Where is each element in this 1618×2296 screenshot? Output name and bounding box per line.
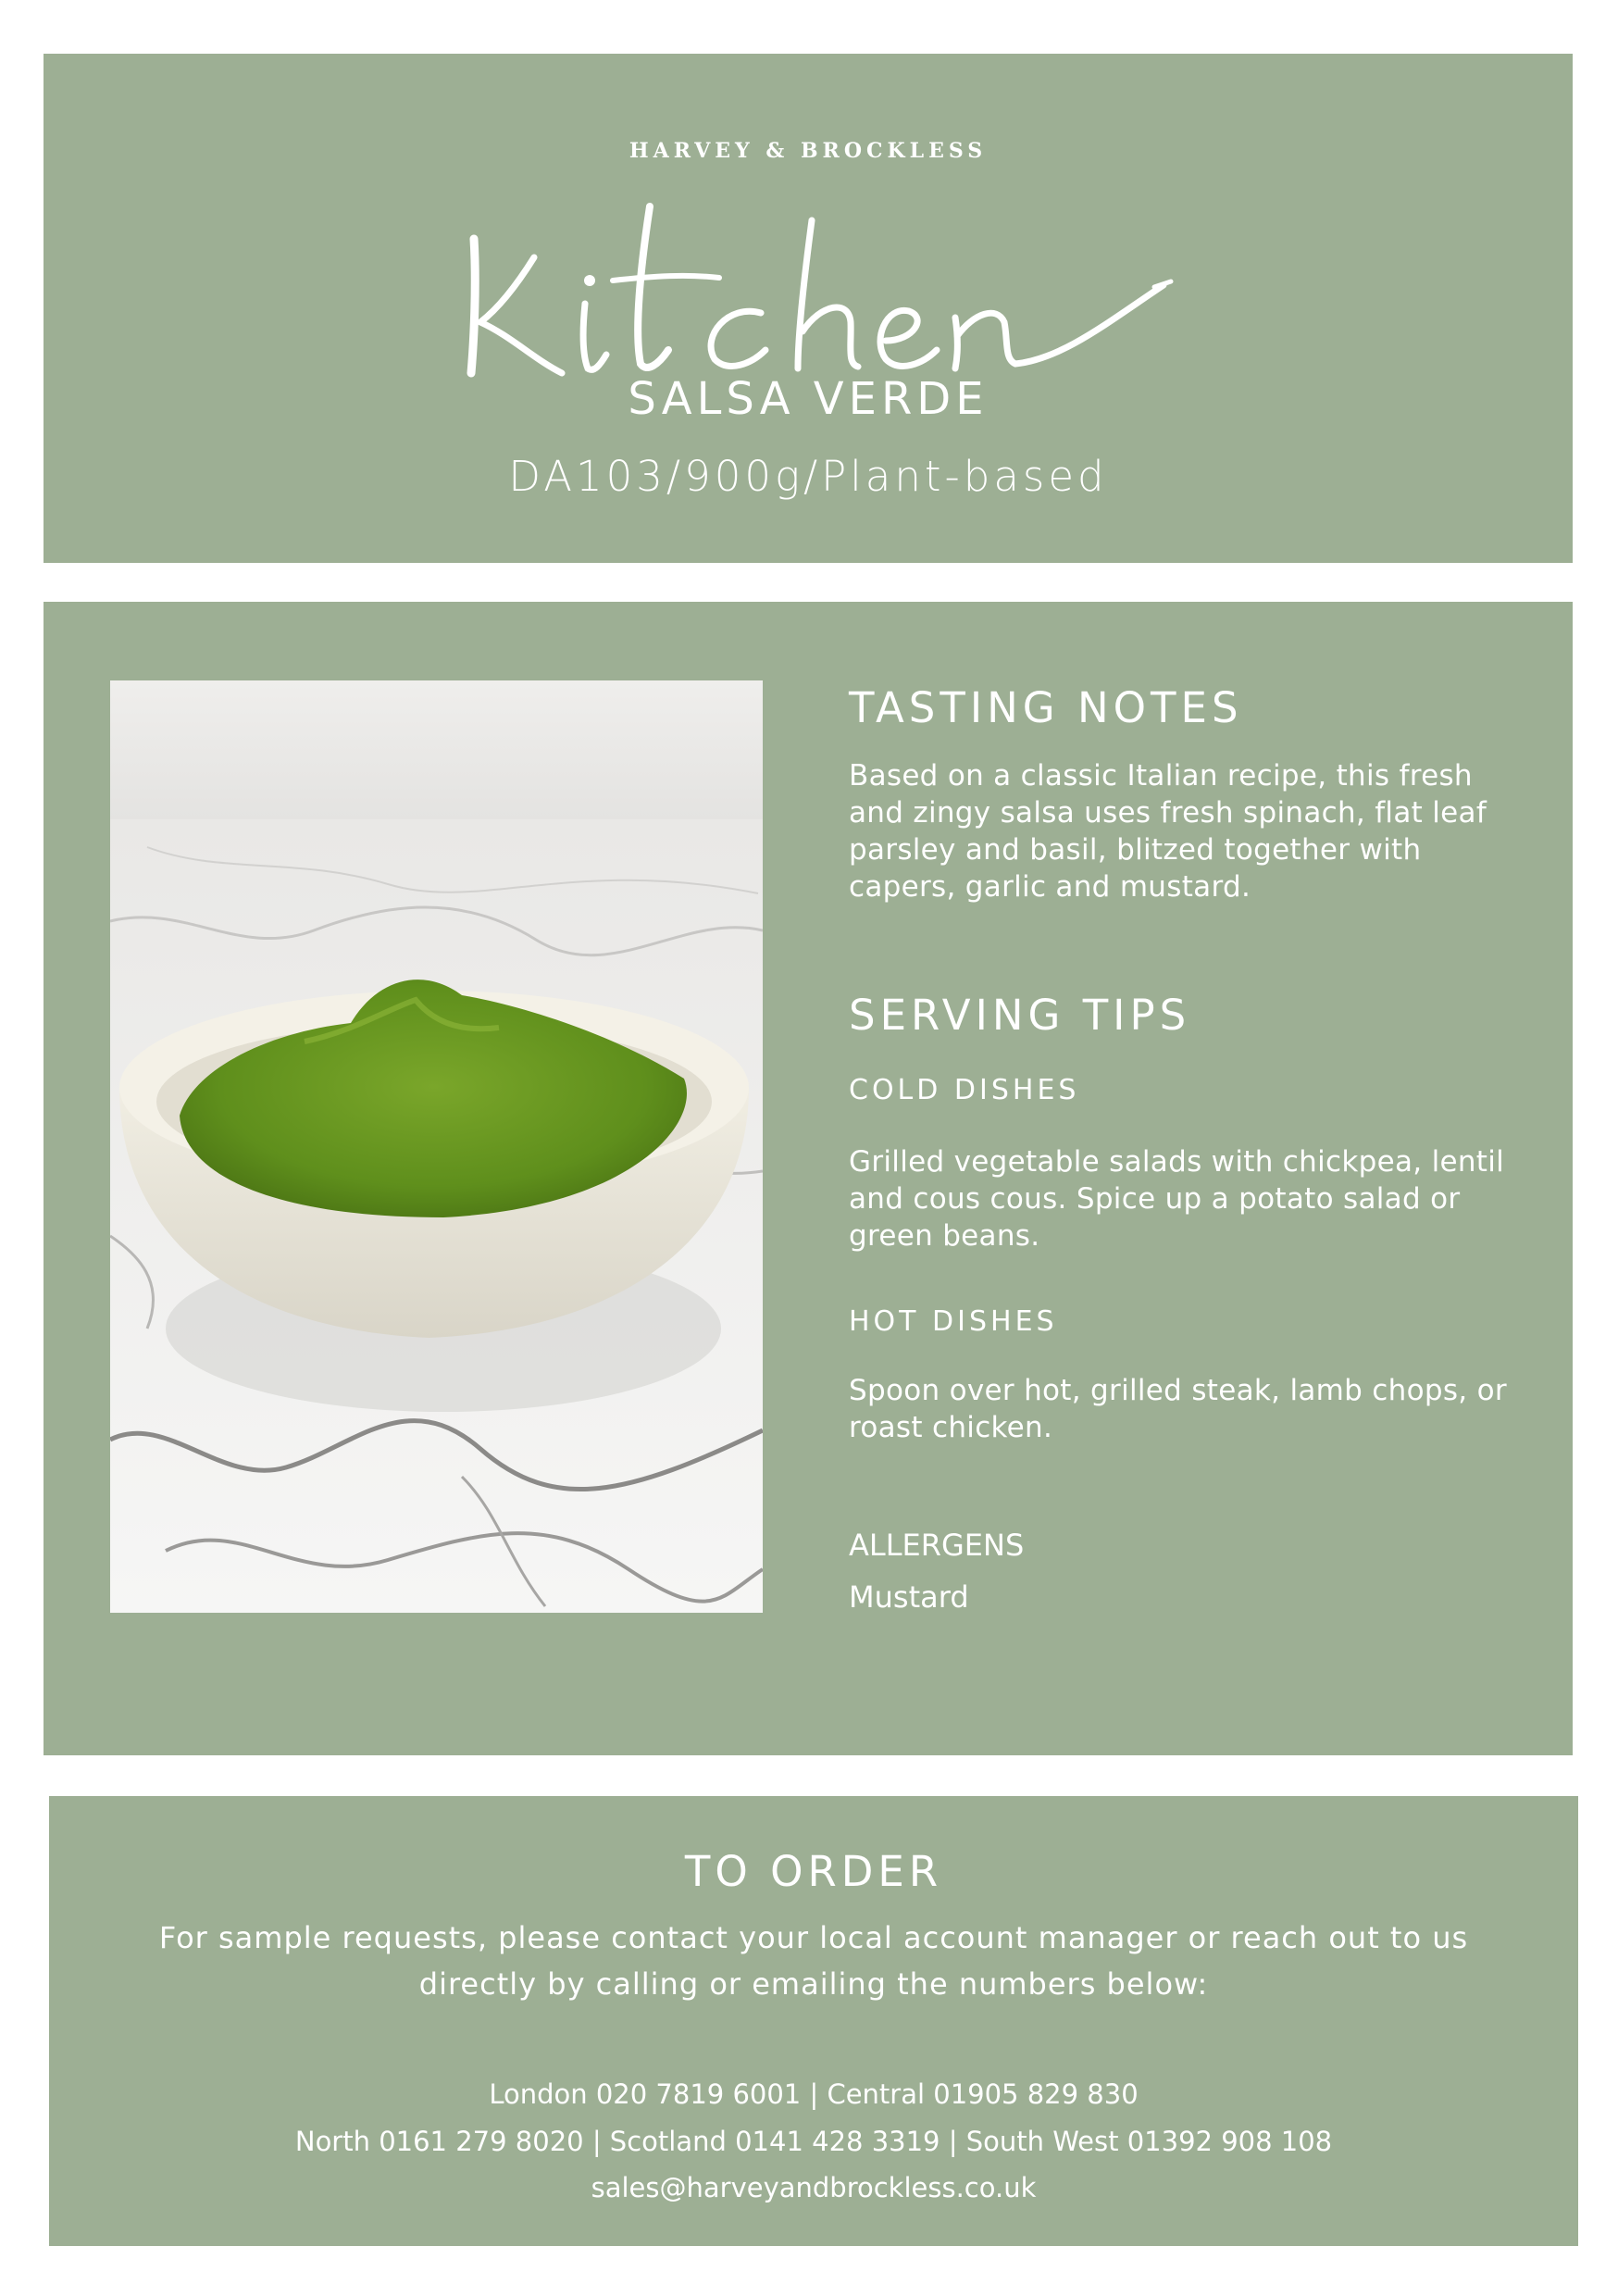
cold-dishes-heading: COLD DISHES (849, 1074, 1080, 1106)
tasting-notes-text: Based on a classic Italian recipe, this fresh and zingy salsa uses fresh spinach, flat leaf parsley and basil, blitzed together with capers, garlic and mustard. (849, 759, 1487, 904)
to-order-text: For sample requests, please contact your local account manager or reach out to us directly by calling or emailing the numbers below: (158, 1920, 1469, 2002)
kitchen-logo (423, 183, 1219, 406)
serving-tips-heading: SERVING TIPS (849, 991, 1191, 1040)
sales-email[interactable]: sales@harveyandbrockless.co.uk (591, 2172, 1037, 2203)
cold-dishes-text: Grilled vegetable salads with chickpea, lentil and cous cous. Spice up a potato salad or green beans. (849, 1145, 1505, 1253)
header-panel (44, 54, 1573, 563)
details-panel (44, 602, 1573, 1755)
order-panel (49, 1796, 1578, 2246)
product-name: SALSA VERDE (628, 373, 989, 425)
allergens-value: Mustard (849, 1579, 969, 1615)
hot-dishes-heading: HOT DISHES (849, 1305, 1058, 1338)
phone-numbers-line-2: North 0161 279 8020 | Scotland 0141 428 3319 | South West 01392 908 108 (294, 2126, 1333, 2157)
allergens-heading: ALLERGENS (849, 1528, 1025, 1563)
brand-name: HARVEY & BROCKLESS (629, 139, 988, 163)
hot-dishes-text: Spoon over hot, grilled steak, lamb chops, or roast chicken. (849, 1374, 1507, 1444)
product-code: DA103/900g/Plant-based (508, 452, 1108, 501)
salsa-bowl-photo (110, 680, 763, 1613)
to-order-heading: TO ORDER (684, 1847, 943, 1896)
tasting-notes-heading: TASTING NOTES (849, 683, 1243, 732)
phone-numbers-line-1: London 020 7819 6001 | Central 01905 829 830 (489, 2078, 1139, 2110)
